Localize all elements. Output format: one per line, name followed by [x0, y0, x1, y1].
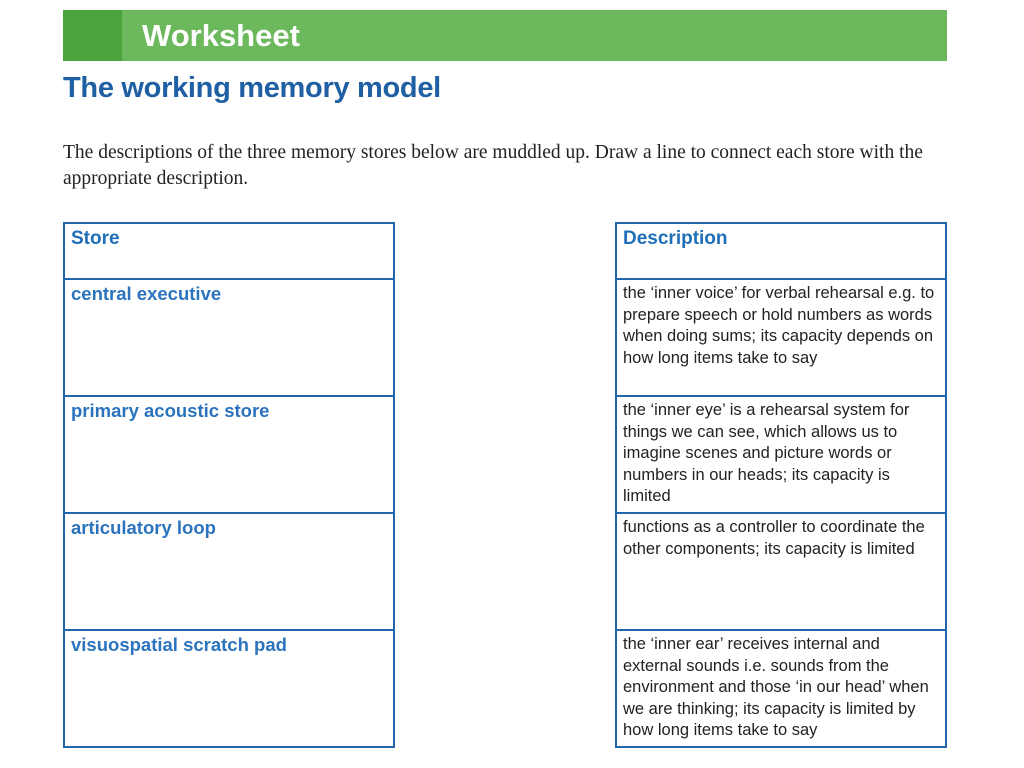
store-header-label: Store [71, 228, 120, 249]
table-row [616, 279, 946, 396]
store-label: visuospatial scratch pad [71, 634, 287, 655]
description-text: the ‘inner ear’ receives internal and external sounds i.e. sounds from the environment and those ‘in our head’ when we are thinking; its capacity is limited by how long items take to say [623, 635, 929, 739]
table-row [616, 396, 946, 513]
table-header-row [64, 223, 394, 279]
store-table [63, 222, 395, 748]
table-row [64, 513, 394, 630]
banner-title: Worksheet [142, 18, 300, 53]
description-cell[interactable] [616, 396, 946, 513]
table-row [64, 279, 394, 396]
store-label: articulatory loop [71, 517, 216, 538]
store-label: primary acoustic store [71, 400, 270, 421]
store-label: central executive [71, 283, 222, 304]
store-cell[interactable] [64, 279, 394, 396]
description-header-label: Description [623, 228, 728, 249]
instructions-text: The descriptions of the three memory stores below are muddled up. Draw a line to connect each store with the appropriate description. [63, 142, 923, 189]
store-cell[interactable] [64, 513, 394, 630]
description-table [615, 222, 947, 748]
table-header-row [616, 223, 946, 279]
table-row [616, 513, 946, 630]
description-text: functions as a controller to coordinate the other components; its capacity is limited [623, 518, 925, 558]
description-cell[interactable] [616, 279, 946, 396]
description-text: the ‘inner eye’ is a rehearsal system for things we can see, which allows us to imagine scenes and picture words or numbers in our heads; its capacity is limited [623, 401, 910, 505]
description-header-cell [616, 223, 946, 279]
page-title: The working memory model [63, 72, 441, 104]
table-row [616, 630, 946, 747]
description-cell[interactable] [616, 513, 946, 630]
store-cell[interactable] [64, 630, 394, 747]
table-row [64, 396, 394, 513]
description-cell[interactable] [616, 630, 946, 747]
store-header-cell [64, 223, 394, 279]
table-row [64, 630, 394, 747]
banner-accent-tab [63, 10, 122, 61]
worksheet-banner [63, 10, 947, 61]
description-text: the ‘inner voice’ for verbal rehearsal e.g. to prepare speech or hold numbers as words when doing sums; its capacity depends on how long items take to say [623, 284, 935, 367]
store-cell[interactable] [64, 396, 394, 513]
